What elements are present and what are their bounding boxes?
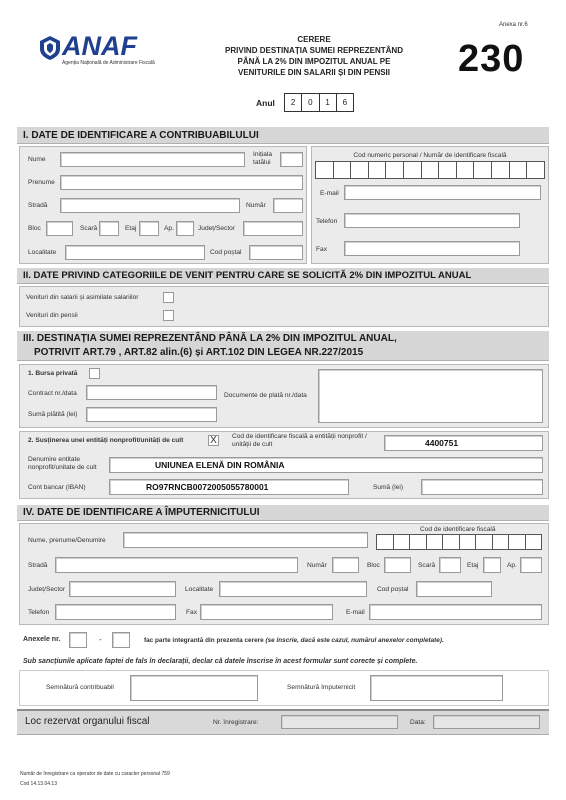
label-nume-imputernicit: Nume, prenume/Denumire	[28, 537, 106, 544]
scara-imp-field[interactable]	[439, 557, 461, 573]
label-initiala-line1: Inițiala	[253, 151, 273, 158]
annex-label: Anexa nr.6	[499, 22, 528, 28]
ap-imp-field[interactable]	[520, 557, 542, 573]
label-bloc: Bloc	[28, 225, 41, 232]
operator-note: Număr de înregistrare ca operator de date cu caracter personal 759	[20, 771, 170, 777]
section-2-panel	[19, 286, 549, 327]
form-code: Cod 14.13.04.13	[20, 781, 57, 787]
label-etaj: Etaj	[125, 225, 137, 232]
anexele-text	[144, 637, 444, 644]
suma-lei-field[interactable]	[421, 479, 543, 495]
cod-postal-field[interactable]	[249, 245, 303, 260]
year-digit: 0	[302, 94, 319, 111]
judet-imp-field[interactable]	[69, 581, 176, 597]
semnatura-imputernicit-field[interactable]	[370, 675, 503, 701]
documente-plata-field[interactable]	[318, 369, 543, 423]
cod-postal-imp-field[interactable]	[416, 581, 492, 597]
year-digit: 1	[320, 94, 337, 111]
initiala-field[interactable]	[280, 152, 303, 167]
year-field[interactable]	[284, 93, 354, 112]
label-denumire-line1: Denumire entitate	[28, 456, 81, 463]
label-prenume: Prenume	[28, 179, 55, 186]
section-3-title-line1: III. DESTINAȚIA SUMEI REPREZENTÂND PÂNĂ LA 2% DIN IMPOZITUL ANUAL,	[23, 333, 397, 344]
label-localitate-imp: Localitate	[185, 586, 214, 593]
label-telefon: Telefon	[316, 218, 338, 225]
label-nume: Nume	[28, 156, 46, 163]
label-semnatura-contribuabil: Semnătură contribuabil	[46, 684, 114, 691]
label-cif-imputernicit: Cod de identificare fiscală	[420, 526, 496, 533]
localitate-imp-field[interactable]	[219, 581, 367, 597]
cnp-field[interactable]	[315, 161, 545, 179]
label-bloc-imp: Bloc	[367, 562, 380, 569]
telefon-imp-field[interactable]	[55, 604, 176, 620]
semnatura-contribuabil-field[interactable]	[130, 675, 258, 701]
label-judet: Județ/Sector	[198, 225, 236, 232]
label-anexele: Anexele nr.	[23, 636, 61, 643]
etaj-imp-field[interactable]	[483, 557, 501, 573]
label-cod-postal-imp: Cod poștal	[377, 586, 409, 593]
email-imp-field[interactable]	[369, 604, 542, 620]
cif-entitate-field[interactable]: 4400751	[384, 435, 543, 451]
title-line-1: CERERE	[297, 35, 331, 44]
strada-imp-field[interactable]	[55, 557, 298, 573]
label-fax-imp: Fax	[186, 609, 197, 616]
label-cod-postal: Cod poștal	[210, 249, 242, 256]
label-email: E-mail	[320, 190, 339, 197]
section-3-title-line2: POTRIVIT ART.79 , ART.82 alin.(6) și ART.102 DIN LEGEA NR.227/2015	[34, 347, 364, 358]
suma-platita-field[interactable]	[86, 407, 217, 422]
label-cif-line1: Cod de identificare fiscală a entității nonprofit /	[232, 433, 367, 440]
cif-imputernicit-field[interactable]	[376, 534, 542, 550]
nume-imputernicit-field[interactable]	[123, 532, 368, 548]
year-digit: 2	[285, 94, 302, 111]
salarii-checkbox[interactable]	[163, 292, 174, 303]
anaf-emblem-icon	[38, 35, 62, 61]
label-nr-inregistrare: Nr. înregistrare:	[213, 719, 259, 726]
label-scara-imp: Scară	[418, 562, 436, 569]
form-number: 230	[458, 38, 525, 80]
form-title	[196, 34, 432, 78]
label-scara: Scară	[80, 225, 98, 232]
logo-wordmark: ANAF	[62, 31, 137, 61]
bloc-field[interactable]	[46, 221, 73, 236]
section-1-title: I. DATE DE IDENTIFICARE A CONTRIBUABILULUI	[17, 127, 549, 144]
label-strada: Stradă	[28, 202, 48, 209]
label-pensii: Venituri din pensii	[26, 312, 78, 319]
label-denumire-line2: nonprofit/unitate de cult	[28, 464, 97, 471]
label-data: Data:	[410, 719, 426, 726]
localitate-field[interactable]	[65, 245, 205, 260]
label-suma-lei: Sumă (lei)	[373, 484, 404, 491]
anexele-text-main: fac parte integrantă din prezenta cerere	[144, 637, 264, 644]
email-field[interactable]	[344, 185, 541, 200]
label-ap-imp: Ap.	[507, 562, 517, 569]
label-iban: Cont bancar (IBAN)	[28, 484, 86, 491]
label-cif-entitate	[232, 433, 367, 449]
label-denumire	[28, 456, 97, 472]
numar-imp-field[interactable]	[332, 557, 359, 573]
label-numar: Număr	[246, 202, 266, 209]
declaration-text: Sub sancțiunile aplicate faptei de fals în declarații, declar că datele înscrise în acest formular sunt corecte și complete.	[23, 658, 418, 665]
section-4-title: IV. DATE DE IDENTIFICARE A ÎMPUTERNICITULUI	[17, 505, 549, 521]
agency-name: Agenția Națională de Administrare Fiscală	[62, 60, 155, 66]
prenume-field[interactable]	[60, 175, 303, 190]
anexele-text-note: (se înscrie, dacă este cazul, numărul anexelor completate).	[265, 637, 444, 644]
denumire-field[interactable]: UNIUNEA ELENĂ DIN ROMÂNIA	[109, 457, 543, 473]
label-semnatura-imputernicit: Semnătură împuternicit	[287, 684, 356, 691]
label-strada-imp: Stradă	[28, 562, 48, 569]
bloc-imp-field[interactable]	[384, 557, 411, 573]
label-documente-plata: Documente de plată nr./data	[224, 392, 307, 399]
anaf-logo	[38, 31, 168, 69]
label-telefon-imp: Telefon	[28, 609, 50, 616]
fax-imp-field[interactable]	[200, 604, 333, 620]
contract-field[interactable]	[86, 385, 217, 400]
telefon-field[interactable]	[344, 213, 520, 228]
label-cif-line2: unității de cult	[232, 441, 273, 448]
sustinere-checkbox[interactable]: X	[208, 435, 219, 446]
etaj-field[interactable]	[139, 221, 159, 236]
year-digit: 6	[342, 98, 348, 107]
year-label: Anul	[256, 98, 275, 108]
ap-field[interactable]	[176, 221, 194, 236]
label-initiala	[253, 151, 272, 167]
label-email-imp: E-mail	[346, 609, 365, 616]
pensii-checkbox[interactable]	[163, 310, 174, 321]
data-field[interactable]	[433, 715, 540, 729]
label-etaj-imp: Etaj	[467, 562, 479, 569]
anexele-to-field[interactable]	[112, 632, 130, 648]
scara-field[interactable]	[99, 221, 119, 236]
label-suma-platita: Sumă plătită (lei)	[28, 411, 78, 418]
label-judet-imp: Județ/Sector	[28, 586, 66, 593]
nr-inregistrare-field[interactable]	[281, 715, 398, 729]
iban-field[interactable]: RO97RNCB0072005055780001	[109, 479, 349, 495]
bursa-checkbox[interactable]	[89, 368, 100, 379]
label-sustinere: 2. Susținerea unei entități nonprofit/unități de cult	[28, 437, 184, 444]
anexele-from-field[interactable]	[69, 632, 87, 648]
label-salarii: Venituri din salarii și asimilate salariilor	[26, 294, 139, 301]
fax-field[interactable]	[344, 241, 520, 256]
title-line-4: VENITURILE DIN SALARII ȘI DIN PENSII	[237, 68, 390, 77]
section-2-title: II. DATE PRIVIND CATEGORIILE DE VENIT PENTRU CARE SE SOLICITĂ 2% DIN IMPOZITUL ANUAL	[17, 268, 549, 284]
strada-field[interactable]	[60, 198, 240, 213]
label-cnp: Cod numeric personal / Număr de identificare fiscală	[353, 152, 507, 159]
judet-field[interactable]	[243, 221, 303, 236]
title-line-3: PÂNĂ LA 2% DIN IMPOZITUL ANUAL PE	[237, 57, 391, 66]
label-localitate: Localitate	[28, 249, 57, 256]
label-initiala-line2: tatălui	[253, 159, 271, 166]
label-bursa: 1. Bursa privată	[28, 370, 78, 377]
label-loc-rezervat: Loc rezervat organului fiscal	[25, 716, 150, 727]
section-3-title	[17, 331, 549, 361]
numar-field[interactable]	[273, 198, 303, 213]
label-contract: Contract nr./data	[28, 390, 77, 397]
anexele-dash: -	[99, 635, 102, 644]
title-line-2: PRIVIND DESTINAȚIA SUMEI REPREZENTÂND	[225, 46, 403, 55]
label-ap: Ap.	[164, 225, 174, 232]
label-numar-imp: Număr	[307, 562, 327, 569]
label-fax: Fax	[316, 246, 327, 253]
nume-field[interactable]	[60, 152, 245, 167]
